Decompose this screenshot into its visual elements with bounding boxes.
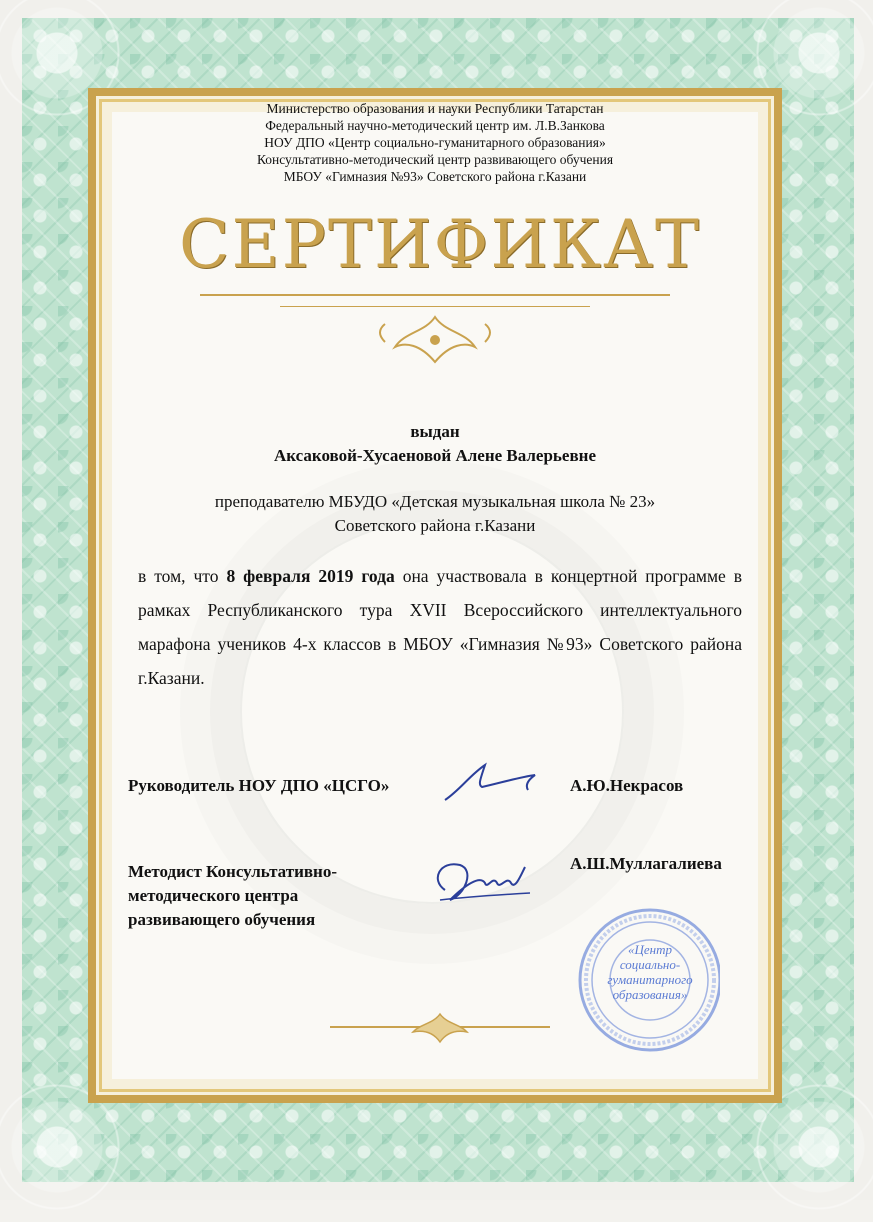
recipient-block [160, 420, 710, 468]
header-line: Федеральный научно-методический центр им. Л.В.Занкова [265, 118, 605, 133]
recipient-name: Аксаковой-Хусаеновой Алене Валерьевне [274, 446, 596, 465]
role-line: развивающего обучения [128, 910, 316, 929]
signatory-role [128, 860, 408, 932]
header-line: Министерство образования и науки Республики Татарстан [266, 101, 604, 116]
handwritten-signature-icon [440, 755, 550, 805]
bottom-flourish-icon [405, 1010, 475, 1046]
body-prefix: в том, что [138, 566, 227, 586]
issuing-organizations [190, 100, 680, 185]
signatory-name: А.Ю.Некрасов [570, 776, 684, 795]
header-line: Консультативно-методический центр развивающего обучения [256, 152, 614, 167]
signatory-name: А.Ш.Муллагалиева [570, 854, 722, 873]
flourish-ornament-icon [375, 312, 495, 372]
title-divider-thin [280, 306, 590, 307]
issued-label: выдан [410, 422, 460, 441]
role-line: Методист Консультативно- [128, 862, 337, 881]
stamp-line: гуманитарного [607, 972, 693, 987]
handwritten-signature-icon [425, 845, 535, 915]
certificate-title: СЕРТИФИКАТ [178, 206, 702, 283]
role-line: методического центра [128, 886, 299, 905]
stamp-line: образования» [612, 987, 688, 1002]
signatory-role: Руководитель НОУ ДПО «ЦСГО» [128, 776, 390, 795]
stamp-center-text [600, 942, 700, 1002]
title-divider [200, 294, 670, 296]
recipient-position [150, 490, 720, 538]
certificate-body [138, 559, 742, 695]
header-line: НОУ ДПО «Центр социально-гуманитарного образования» [264, 135, 606, 150]
header-line: МБОУ «Гимназия №93» Советского района г.Казани [283, 169, 587, 184]
stamp-line: «Центр [628, 942, 672, 957]
event-date: 8 февраля 2019 года [226, 566, 395, 586]
stamp-line: социально- [619, 957, 681, 972]
body-text: она участвовала в концертной программе в рамках Республиканского тура XVII Всероссийского интеллектуального марафона учеников 4-х классов в МБОУ «Гимназия №93» Советского района г.Казани. [138, 566, 743, 688]
position-line: преподавателю МБУДО «Детская музыкальная школа № 23» [214, 492, 656, 511]
position-line: Советского района г.Казани [334, 516, 536, 535]
